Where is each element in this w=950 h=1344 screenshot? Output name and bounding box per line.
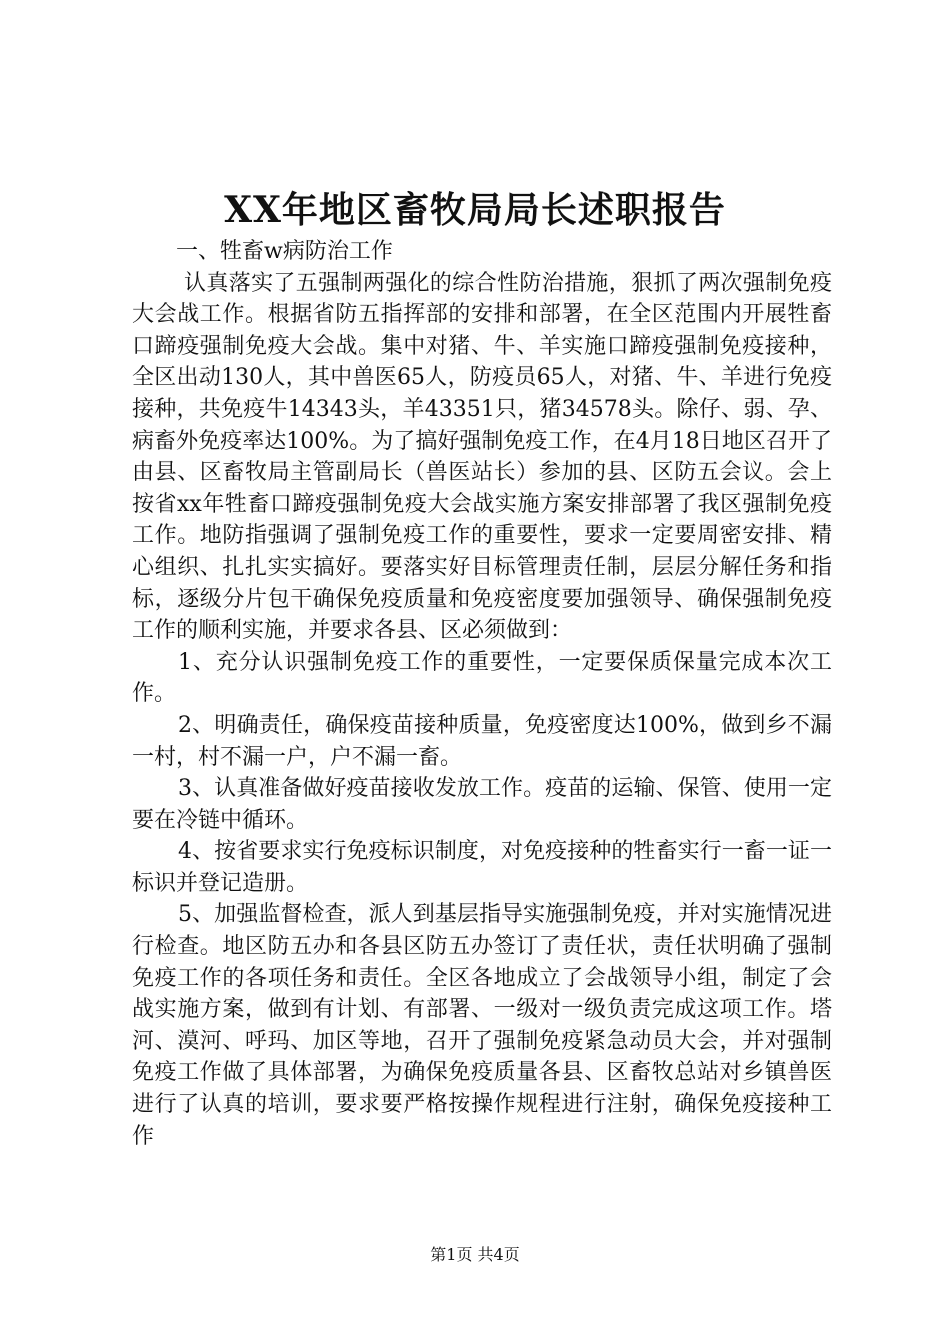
page-footer: 第1页 共4页 <box>430 1245 520 1264</box>
list-item-1: 1、充分认识强制免疫工作的重要性，一定要保质保量完成本次工作。 <box>132 649 832 707</box>
list-item-5: 5、加强监督检查，派人到基层指导实施强制免疫，并对实施情况进行检查。地区防五办和各县区防五办签订了责任状，责任状明确了强制免疫工作的各项任务和责任。全区各地成立了会战领导小组，制定了会战实施方案，做到有计划、有部署、一级对一级负责完成这项工作。塔河、漠河、呼玛、加区等地，召开了强制免疫紧急动员大会，并对强制免疫工作做了具体部署，为确保免疫质量各县、区畜牧总站对乡镇兽医进行了认真的培训，要求要严格按操作规程进行注射，确保免疫接种工作 <box>132 902 832 1149</box>
body-paragraph: 认真落实了五强制两强化的综合性防治措施，狠抓了两次强制免疫大会战工作。根据省防五指挥部的安排和部署，在全区范围内开展牲畜口蹄疫强制免疫大会战。集中对猪、牛、羊实施口蹄疫强制免疫接种，全区出动130人，其中兽医65人，防疫员65人，对猪、牛、羊进行免疫接种，共免疫牛14343头，羊43351只，猪34578头。除仔、弱、孕、病畜外免疫率达100%。为了搞好强制免疫工作，在4月18日地区召开了由县、区畜牧局主管副局长（兽医站长）参加的县、区防五会议。会上按省xx年牲畜口蹄疫强制免疫大会战实施方案安排部署了我区强制免疫工作。地防指强调了强制免疫工作的重要性，要求一定要周密安排、精心组织、扎扎实实搞好。要落实好目标管理责任制，层层分解任务和指标，逐级分片包干确保免疫质量和免疫密度要加强领导、确保强制免疫工作的顺利实施，并要求各县、区必须做到： <box>132 270 832 644</box>
list-item-3: 3、认真准备做好疫苗接收发放工作。疫苗的运输、保管、使用一定要在冷链中循环。 <box>132 776 832 833</box>
document-body <box>132 236 832 1152</box>
list-item-4: 4、按省要求实行免疫标识制度，对免疫接种的牲畜实行一畜一证一标识并登记造册。 <box>132 839 832 896</box>
list-item-2: 2、明确责任，确保疫苗接种质量，免疫密度达100%，做到乡不漏一村，村不漏一户，户不漏一畜。 <box>132 712 832 770</box>
document-title: XX年地区畜牧局局长述职报告 <box>224 189 726 231</box>
section-heading: 一、牲畜w病防治工作 <box>176 239 393 264</box>
